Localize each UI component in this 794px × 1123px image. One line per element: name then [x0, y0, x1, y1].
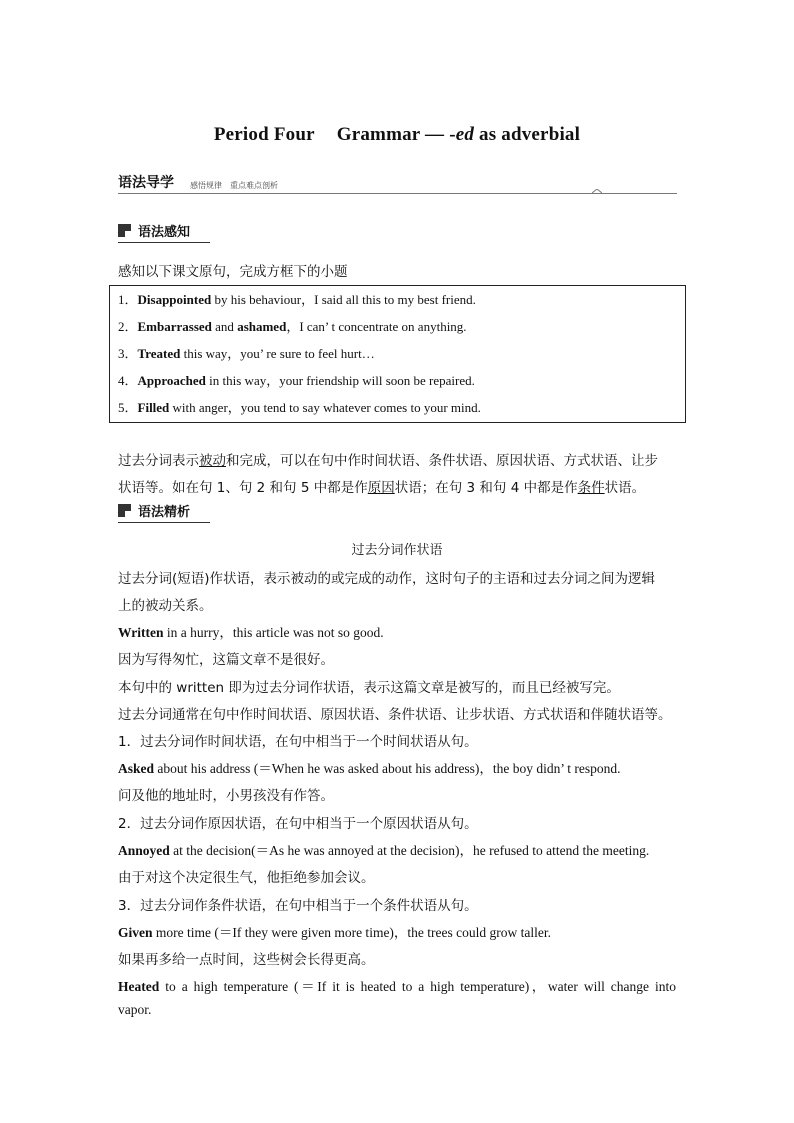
subsection-title: 语法精析 [138, 505, 191, 520]
summary-answer: 原因 [367, 480, 395, 496]
summary-answer: 条件 [577, 480, 605, 496]
example-row [118, 289, 476, 308]
example-row [118, 343, 375, 362]
body-note: 过去分词通常在句中作时间状语、原因状语、条件状语、让步状语、方式状语和伴随状语等。 [118, 707, 672, 723]
section-title: 语法导学 [118, 175, 174, 191]
subsection-title: 语法感知 [138, 225, 191, 240]
example-box [109, 285, 686, 423]
summary-text: 状语；在句 3 和句 4 中都是作 [394, 480, 578, 496]
divider-notch-icon [592, 189, 602, 195]
title-italic: ed [455, 124, 475, 145]
summary-line-2 [118, 476, 645, 496]
section-header [118, 172, 677, 196]
example-sentence [118, 975, 676, 995]
example-number: 4． [118, 373, 138, 388]
page-title [0, 124, 794, 146]
example-text: by his behaviour，I said all this to my best friend. [211, 292, 476, 307]
summary-answer: 被动 [199, 453, 226, 469]
example-number: 3． [118, 346, 138, 361]
example-number: 1． [118, 292, 138, 307]
body-paragraph: 过去分词(短语)作状语，表示被动的或完成的动作，这时句子的主语和过去分词之间为逻辑 [118, 571, 656, 587]
example-translation: 问及他的地址时，小男孩没有作答。 [118, 788, 334, 804]
title-grammar: Grammar — - [336, 124, 456, 145]
example-keyword: Given [118, 925, 153, 940]
example-keyword: Approached [137, 373, 206, 388]
example-number: 2． [118, 319, 138, 334]
example-text: this way，you’ re sure to feel hurt… [180, 346, 375, 361]
example-keyword: Disappointed [137, 292, 212, 307]
example-text: in a hurry，this article was not so good. [163, 625, 384, 640]
example-sentence [118, 621, 384, 641]
square-bullet-icon [118, 504, 131, 517]
analysis-title: 过去分词作状语 [351, 543, 443, 558]
example-translation: 如果再多给一点时间，这些树会长得更高。 [118, 952, 375, 968]
summary-text: 过去分词表示 [118, 453, 199, 469]
example-translation: 因为写得匆忙，这篇文章不是很好。 [118, 652, 334, 668]
subsection-underline [118, 522, 210, 523]
intro-text: 感知以下课文原句，完成方框下的小题 [118, 264, 348, 280]
example-keyword: Treated [137, 346, 181, 361]
rule-heading: 2．过去分词作原因状语，在句中相当于一个原因状语从句。 [118, 816, 478, 832]
example-text: in this way，your friendship will soon be repaired. [205, 373, 475, 388]
example-row [118, 370, 475, 389]
summary-text: 状语。 [604, 480, 646, 496]
example-row [118, 397, 481, 416]
title-period: Period Four [213, 124, 315, 145]
example-text: and [211, 319, 238, 334]
example-keyword: Written [118, 625, 164, 640]
example-keyword: ashamed [237, 319, 287, 334]
example-text: ，I can’ t concentrate on anything. [286, 319, 467, 334]
example-keyword: Asked [118, 761, 155, 776]
title-rest: as adverbial [474, 124, 581, 145]
example-keyword: Embarrassed [137, 319, 212, 334]
example-text: with anger，you tend to say whatever comes to your mind. [169, 400, 481, 415]
rule-heading: 3．过去分词作条件状语，在句中相当于一个条件状语从句。 [118, 898, 478, 914]
example-translation: 由于对这个决定很生气，他拒绝参加会议。 [118, 870, 375, 886]
example-text: more time (＝If they were given more time)，the trees could grow taller. [152, 925, 552, 940]
square-bullet-icon [118, 224, 131, 237]
example-text: about his address (＝When he was asked about his address)，the boy didn’ t respond. [154, 761, 621, 776]
example-keyword: Heated [118, 979, 160, 994]
summary-line-1 [118, 449, 658, 469]
example-keyword: Filled [137, 400, 170, 415]
example-keyword: Annoyed [118, 843, 170, 858]
rule-heading: 1．过去分词作时间状语，在句中相当于一个时间状语从句。 [118, 734, 478, 750]
summary-text: 和完成，可以在句中作时间状语、条件状语、原因状语、方式状语、让步 [226, 453, 658, 469]
example-sentence [118, 839, 649, 859]
example-sentence [118, 757, 621, 777]
summary-text: 状语等。如在句 1、句 2 和句 5 中都是作 [118, 480, 368, 496]
example-sentence-tail: vapor. [118, 1002, 152, 1017]
section-subtitle: 感悟规律 重点难点剖析 [190, 181, 278, 190]
body-paragraph: 上的被动关系。 [118, 598, 213, 614]
subsection-underline [118, 242, 210, 243]
example-row [118, 316, 467, 335]
example-sentence [118, 921, 551, 941]
example-number: 5． [118, 400, 138, 415]
body-note: 本句中的 written 即为过去分词作状语，表示这篇文章是被写的，而且已经被写完。 [118, 680, 620, 696]
example-text: at the decision(＝As he was annoyed at the decision)，he refused to attend the meeting. [169, 843, 650, 858]
example-text: to a high temperature (＝If it is heated to a high temperature)，water will change into [159, 979, 676, 994]
